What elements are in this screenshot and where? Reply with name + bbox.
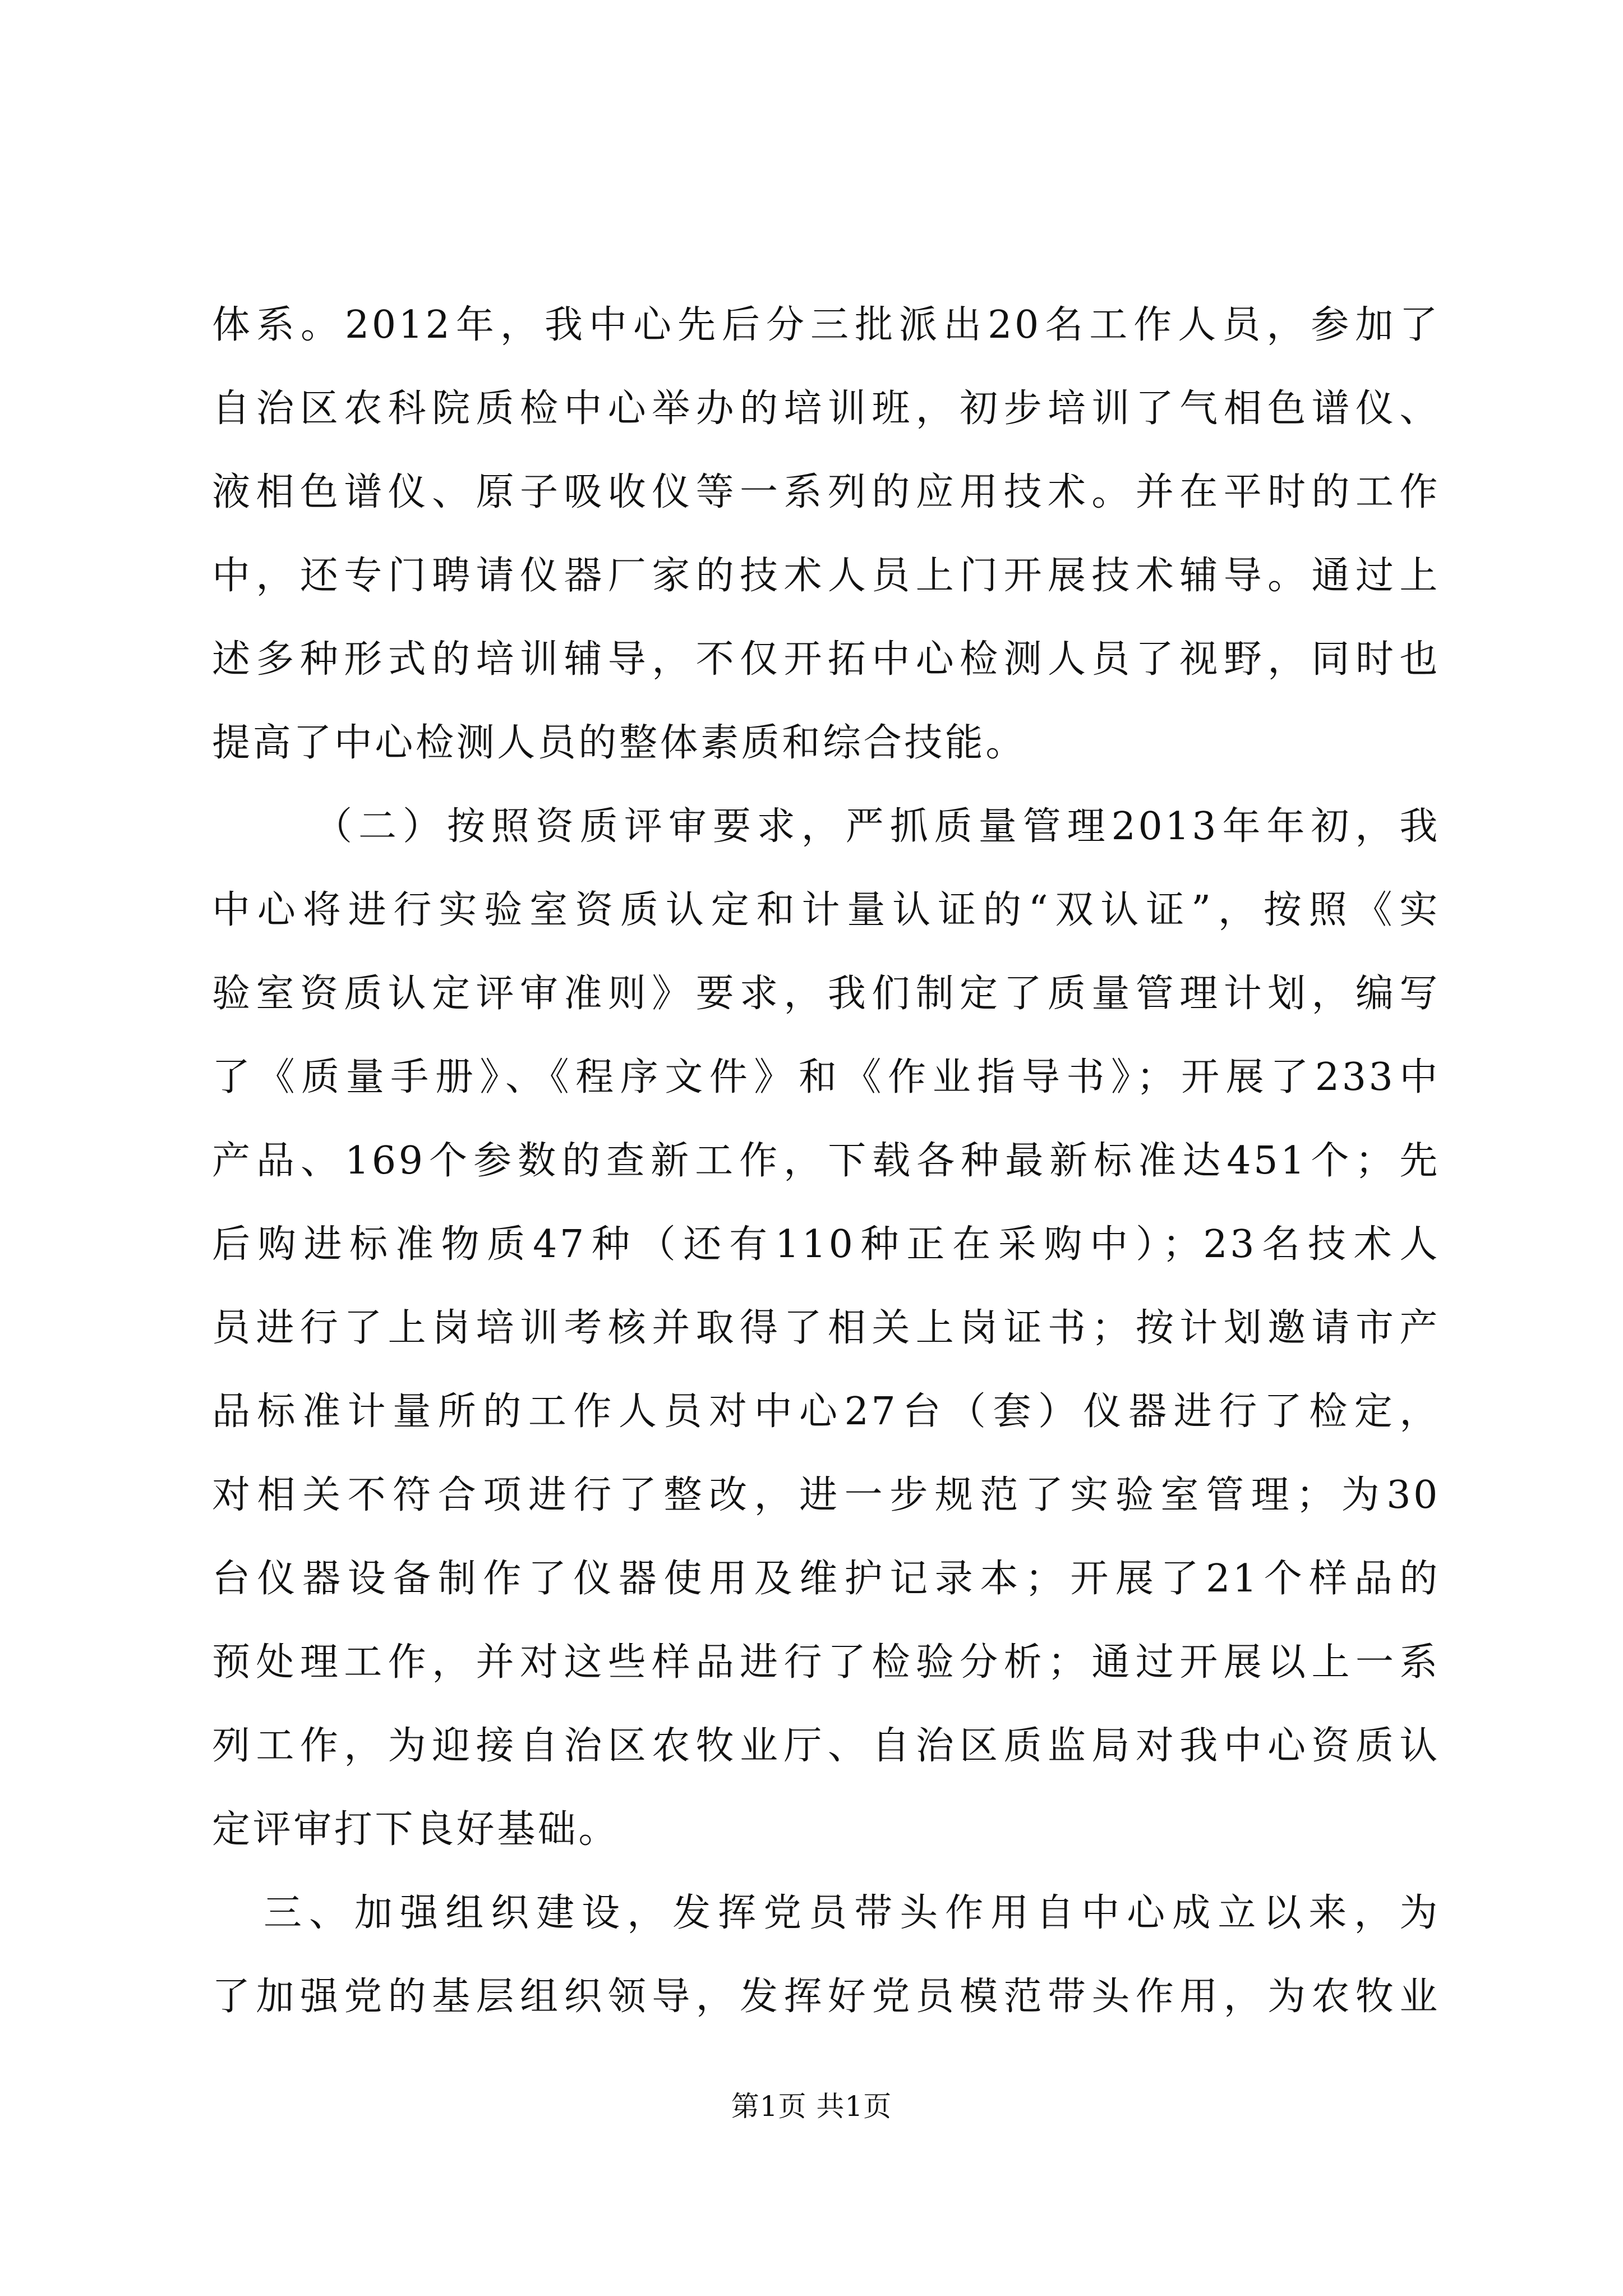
body-text-line: 产品、169个参数的查新工作，下载各种最新标准达451个；先 (212, 1139, 1440, 1183)
body-text-line: 中心将进行实验室资质认定和计量认证的“双认证”，按照《实 (212, 888, 1440, 932)
body-text-line: 品标准计量所的工作人员对中心27台（套）仪器进行了检定， (212, 1389, 1440, 1434)
body-text-line: 后购进标准物质47种（还有110种正在采购中）；23名技术人 (212, 1222, 1440, 1267)
body-text-line: 了加强党的基层组织领导，发挥好党员模范带头作用，为农牧业 (212, 1975, 1440, 2019)
section-heading-line: （二）按照资质评审要求，严抓质量管理2013年年初，我 (314, 804, 1440, 849)
body-text-line: 台仪器设备制作了仪器使用及维护记录本；开展了21个样品的 (212, 1557, 1440, 1601)
body-text-line: 述多种形式的培训辅导，不仅开拓中心检测人员了视野，同时也 (212, 637, 1440, 682)
body-text-line: 体系。2012年，我中心先后分三批派出20名工作人员，参加了 (212, 303, 1440, 347)
section-heading-line: 三、加强组织建设，发挥党员带头作用自中心成立以来，为 (264, 1891, 1440, 1935)
body-text-line: 员进行了上岗培训考核并取得了相关上岗证书；按计划邀请市产 (212, 1306, 1440, 1350)
body-text-line: 了《质量手册》、《程序文件》和《作业指导书》；开展了233中 (212, 1055, 1440, 1099)
body-text-line: 列工作，为迎接自治区农牧业厅、自治区质监局对我中心资质认 (212, 1724, 1440, 1768)
body-text-line: 中，还专门聘请仪器厂家的技术人员上门开展技术辅导。通过上 (212, 554, 1440, 598)
body-text-line: 定评审打下良好基础。 (212, 1807, 620, 1852)
page-footer: 第1页 共1页 (731, 2090, 892, 2123)
body-text-line: 验室资质认定评审准则》要求，我们制定了质量管理计划，编写 (212, 972, 1440, 1016)
body-text-line: 提高了中心检测人员的整体素质和综合技能。 (212, 721, 1027, 765)
body-text-line: 液相色谱仪、原子吸收仪等一系列的应用技术。并在平时的工作 (212, 470, 1440, 514)
body-text-line: 预处理工作，并对这些样品进行了检验分析；通过开展以上一系 (212, 1640, 1440, 1685)
body-text-line: 自治区农科院质检中心举办的培训班，初步培训了气相色谱仪、 (212, 386, 1440, 431)
body-text-line: 对相关不符合项进行了整改，进一步规范了实验室管理；为30 (212, 1473, 1440, 1517)
